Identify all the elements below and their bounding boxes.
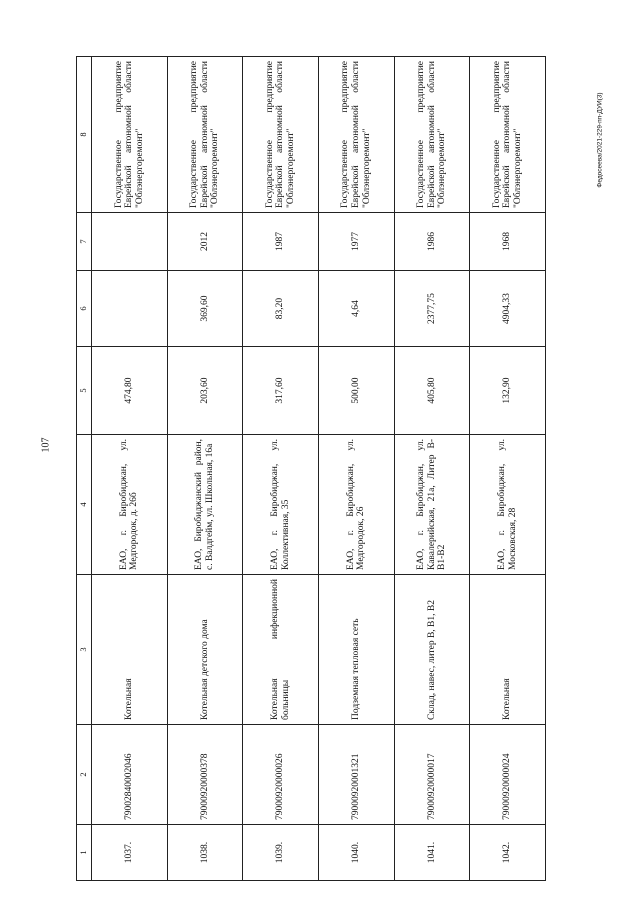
column-header: 6 [77, 271, 92, 347]
holder-organization: Государственное предприятие Еврейской автономной области "Облэнергоремонт" [319, 57, 395, 213]
inventory-code: 79000920000378 [167, 725, 243, 825]
inventory-code: 79000920000017 [394, 725, 470, 825]
holder-organization: Государственное предприятие Еврейской автономной области "Облэнергоремонт" [167, 57, 243, 213]
column-header: 3 [77, 575, 92, 725]
row-number: 1040. [319, 825, 395, 881]
inventory-code: 79000920000026 [243, 725, 319, 825]
table-row [394, 57, 470, 881]
object-year [92, 213, 168, 271]
table-row [167, 57, 243, 881]
object-name: Котельная [470, 575, 546, 725]
holder-organization: Государственное предприятие Еврейской автономной области "Облэнергоремонт" [394, 57, 470, 213]
row-number: 1038. [167, 825, 243, 881]
inventory-code: 79002840002046 [92, 725, 168, 825]
object-area: 405,80 [394, 347, 470, 435]
holder-organization: Государственное предприятие Еврейской автономной области "Облэнергоремонт" [470, 57, 546, 213]
object-address: ЕАО, Биробиджанский район, с. Валдгейм, ул. Школьная, 16а [167, 435, 243, 575]
object-value: 4904,33 [470, 271, 546, 347]
holder-organization: Государственное предприятие Еврейской автономной области "Облэнергоремонт" [92, 57, 168, 213]
column-header: 7 [77, 213, 92, 271]
column-header: 5 [77, 347, 92, 435]
object-area: 203,60 [167, 347, 243, 435]
object-name: Котельная инфекционной больницы [243, 575, 319, 725]
object-value [92, 271, 168, 347]
object-year: 2012 [167, 213, 243, 271]
row-number: 1037. [92, 825, 168, 881]
object-name: Склад, навес, литер В, В1, В2 [394, 575, 470, 725]
holder-organization: Государственное предприятие Еврейской автономной области "Облэнергоремонт" [243, 57, 319, 213]
table-row [92, 57, 168, 881]
object-area: 474,80 [92, 347, 168, 435]
object-address: ЕАО, г. Биробиджан, ул. Медгородок, 26 [319, 435, 395, 575]
object-value: 83,20 [243, 271, 319, 347]
table-row [470, 57, 546, 881]
object-address: ЕАО, г. Биробиджан, ул. Коллективная, 35 [243, 435, 319, 575]
row-number: 1042. [470, 825, 546, 881]
object-value: 369,60 [167, 271, 243, 347]
row-number: 1039. [243, 825, 319, 881]
object-year: 1977 [319, 213, 395, 271]
column-header: 1 [77, 825, 92, 881]
object-value: 2377,75 [394, 271, 470, 347]
object-year: 1986 [394, 213, 470, 271]
object-area: 500,00 [319, 347, 395, 435]
column-header: 8 [77, 57, 92, 213]
object-area: 132,90 [470, 347, 546, 435]
object-year: 1968 [470, 213, 546, 271]
object-area: 317,60 [243, 347, 319, 435]
object-name: Котельная детского дома [167, 575, 243, 725]
object-address: ЕАО, г. Биробиджан, ул. Кавалерийская, 21а, Литер В-В1-В2 [394, 435, 470, 575]
inventory-code: 79000920000024 [470, 725, 546, 825]
inventory-code: 79000920001321 [319, 725, 395, 825]
table-row [243, 57, 319, 881]
column-header: 4 [77, 435, 92, 575]
column-header: 2 [77, 725, 92, 825]
table-row [319, 57, 395, 881]
object-year: 1987 [243, 213, 319, 271]
object-value: 4,64 [319, 271, 395, 347]
page-number: 107 [40, 437, 52, 453]
footer-reference: Федосеева/2021-229-пп-ДУИ(3) [596, 92, 604, 188]
object-address: ЕАО, г. Биробиджан, ул. Медгородок, д. 26б [92, 435, 168, 575]
object-address: ЕАО, г. Биробиджан, ул. Московская, 28 [470, 435, 546, 575]
registry-table-container [76, 57, 546, 881]
registry-table [76, 56, 546, 881]
object-name: Котельная [92, 575, 168, 725]
table-header-row [77, 57, 92, 881]
object-name: Подземная тепловая сеть [319, 575, 395, 725]
row-number: 1041. [394, 825, 470, 881]
